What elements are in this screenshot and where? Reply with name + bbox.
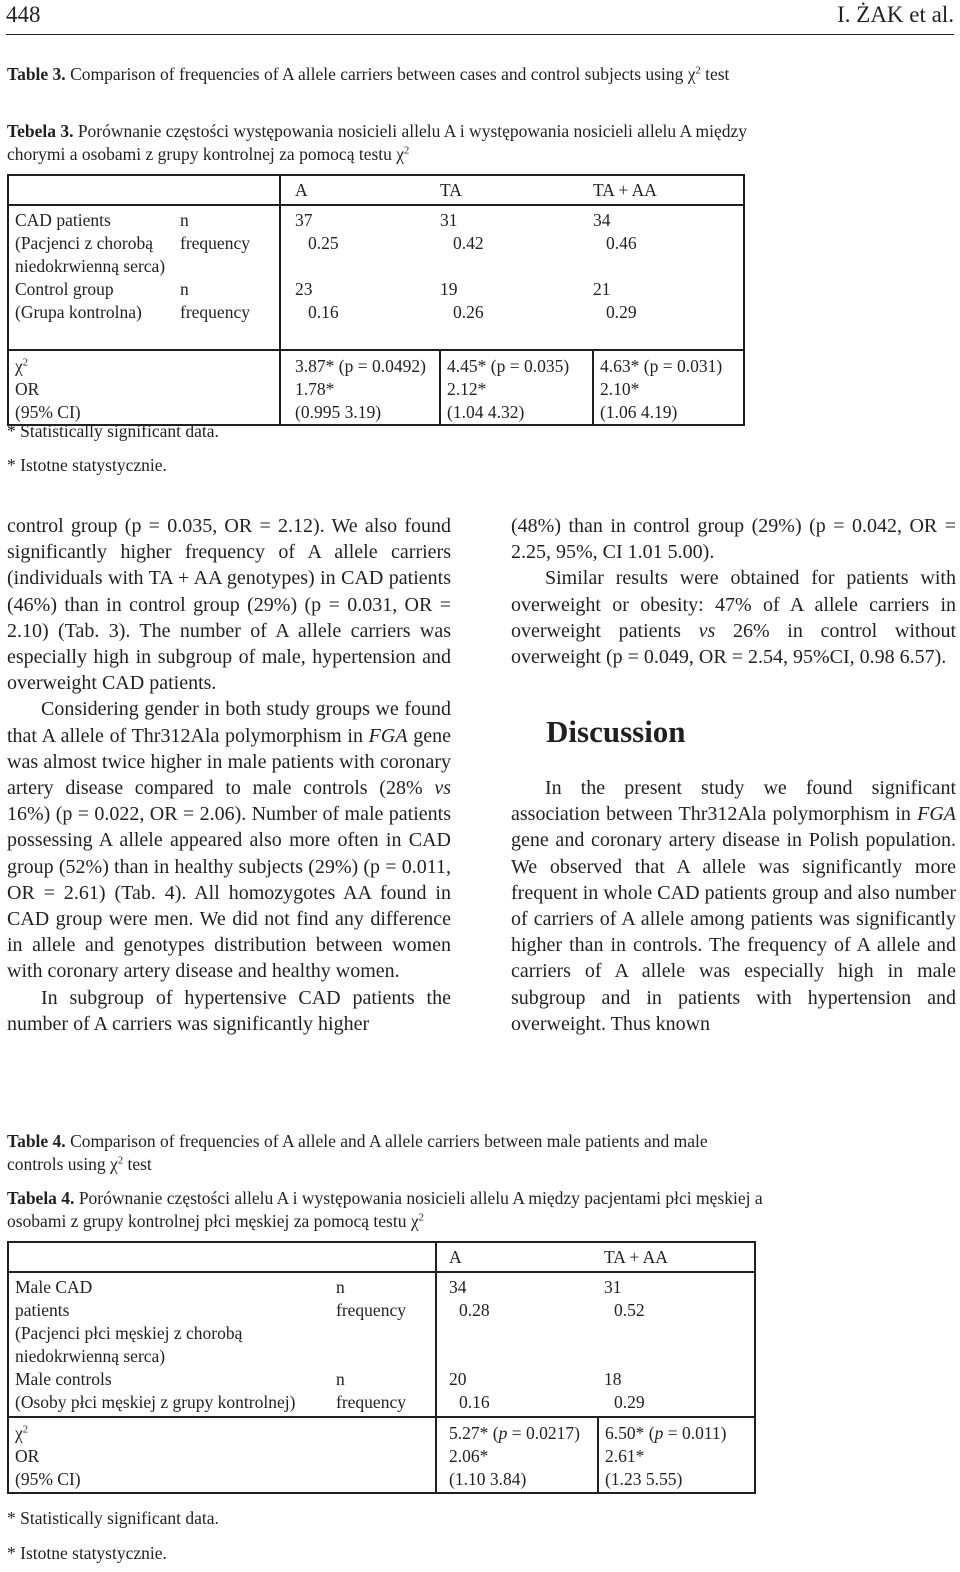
table3-control-taaa-freq: 0.29 <box>606 302 637 322</box>
discussion-heading: Discussion <box>546 714 686 749</box>
table3-caption-pl-sup: 2 <box>404 145 410 157</box>
table3-col-ta <box>440 205 593 350</box>
header-rule <box>6 34 954 35</box>
table3-caption-en-sup: 2 <box>695 65 701 77</box>
table4-cad-a-n: 34 <box>449 1277 467 1297</box>
table4-a-chi: 5.27* (p = 0.0217) <box>449 1423 580 1443</box>
table4-taaa-or: 2.61* <box>605 1446 645 1466</box>
table3-cad-a-freq: 0.25 <box>308 233 339 253</box>
table4-group-labels <box>8 1272 330 1417</box>
table3-a-or: 1.78* <box>295 379 335 399</box>
right-p2-text-a: Similar results were obtained for patients with overweight or obesity: 47% of A allele carriers in overweight patients <box>511 567 956 642</box>
table3-taaa-ci: (1.06 4.19) <box>600 402 678 422</box>
table3-control-a-freq: 0.16 <box>308 302 339 322</box>
table4-caption-pl-text: Porównanie częstości allelu A i występowania nosicieli allelu A między pacjentami płci męskiej a osobami z grupy kontrolnej płci męskiej za pomocą testu χ <box>7 1188 763 1231</box>
running-header-authors: I. ŻAK et al. <box>837 2 954 27</box>
table4-header-a: A <box>449 1247 462 1267</box>
table4-caption-pl <box>7 1187 767 1233</box>
discussion-text-b: gene and coronary artery disease in Polish population. We observed that A allele was significantly more frequent in whole CAD patients group and also number of carriers of A allele among patients was significantly higher than in controls. The frequency of A allele and carriers of A allele was especially high in male subgroup and in patients with hypertension and overweight. Thus known <box>511 829 956 1035</box>
table4-note-pl: * Istotne statystycznie. <box>7 1543 167 1563</box>
table4-note-en: * Statistically significant data. <box>7 1508 219 1528</box>
left-p2-gene: FGA <box>368 724 408 747</box>
table3-row-control-label: Control group <box>15 279 114 299</box>
table4-ci-label: (95% CI) <box>15 1469 81 1489</box>
table3-caption-en <box>7 63 767 86</box>
table3-control-n-label: n <box>180 279 189 299</box>
table4-row-male-cad-label-2: patients <box>15 1300 70 1320</box>
right-p2-text-b: 26% in control without overweight (p = 0.049, OR = 2.54, 95%CI, 0.98 6.57). <box>511 619 957 669</box>
table4-row-male-cad-label-pl2: niedokrwienną serca) <box>15 1346 166 1366</box>
table3-header-taaa: TA + AA <box>593 180 657 200</box>
left-paragraph-2 <box>7 696 451 984</box>
table4-control-n-label: n <box>336 1369 345 1389</box>
table3-cad-ta-freq: 0.42 <box>453 233 484 253</box>
table4-cad-freq-label: frequency <box>336 1300 406 1320</box>
table3-cad-taaa-freq: 0.46 <box>606 233 637 253</box>
table3-label-en: Table 3. <box>7 64 66 84</box>
table4-label-pl: Tabela 4. <box>7 1188 75 1208</box>
table3-a-chi: 3.87* (p = 0.0492) <box>295 356 426 376</box>
table4-stats-labels: $\chi^2$ OR (95% CI) <box>8 1417 330 1493</box>
table3-stats-a <box>280 350 440 425</box>
left-paragraph-3: In subgroup of hypertensive CAD patients the number of A carriers was significantly higher <box>7 986 451 1035</box>
table4-control-taaa-freq: 0.29 <box>614 1392 645 1412</box>
table4-control-a-freq: 0.16 <box>459 1392 490 1412</box>
table3-chi-label: χ <box>15 356 23 376</box>
table4-caption-en-tail: test <box>123 1154 152 1174</box>
table4-col-taaa <box>598 1272 755 1417</box>
table4-measure-labels <box>330 1272 436 1417</box>
discussion-body <box>511 775 956 1037</box>
table4-stats-taaa <box>598 1417 755 1493</box>
table3-cad-a-n: 37 <box>295 210 313 230</box>
discussion-text-a: In the present study we found significant association between Thr312Ala polymorphism in <box>511 777 956 826</box>
table3-col-a <box>280 205 440 350</box>
table3-caption-en-text: Comparison of frequencies of A allele carriers between cases and control subjects using χ <box>70 64 696 84</box>
table4-caption-en <box>7 1130 747 1176</box>
body-right-column <box>511 513 956 670</box>
table4-chi-label: χ <box>15 1423 23 1443</box>
table3-row-control-label-pl: (Grupa kontrolna) <box>15 302 142 322</box>
table4-caption-en-text: Comparison of frequencies of A allele and A allele carriers between male patients and male controls using χ <box>7 1131 708 1174</box>
left-p2-vs: vs <box>434 777 451 800</box>
discussion-paragraph <box>511 775 956 1037</box>
table3-note-pl: * Istotne statystycznie. <box>7 455 167 475</box>
left-p2-text-a: Considering gender in both study groups we found that A allele of Thr312Ala polymorphism in <box>7 698 451 747</box>
table4-row-male-cad-label-pl1: (Pacjenci płci męskiej z chorobą <box>15 1323 243 1343</box>
table4 <box>7 1241 756 1494</box>
table3-header-a: A <box>295 180 308 200</box>
table4-stats-empty <box>330 1417 436 1493</box>
table4-row-male-control-label: Male controls <box>15 1369 112 1389</box>
table4-cad-n-label: n <box>336 1277 345 1297</box>
table3-ta-ci: (1.04 4.32) <box>447 402 525 422</box>
table3-stats-labels: $\chi^2$ OR (95% CI) <box>8 350 180 425</box>
table3-taaa-chi: 4.63* (p = 0.031) <box>600 356 723 376</box>
table3-header-empty <box>8 175 280 205</box>
left-p2-text-c: 16%) (p = 0.022, OR = 2.06). Number of male patients possessing A allele appeared also more often in CAD group (52%) than in healthy subjects (29%) (p = 0.011, OR = 2.61) (Tab. 4). All homozygotes AA found in CAD group were men. We did not find any difference in allele and genotypes distribution between women with coronary artery disease and healthy women. <box>7 803 451 983</box>
table4-a-ci: (1.10 3.84) <box>449 1469 527 1489</box>
table3-ci-label: (95% CI) <box>15 402 81 422</box>
table3-group-labels <box>8 205 180 350</box>
table4-caption-en-sup: 2 <box>117 1155 124 1167</box>
table3-col-taaa <box>593 205 744 350</box>
table4-control-freq-label: frequency <box>336 1392 406 1412</box>
table3-or-label: OR <box>15 379 40 399</box>
table3-note-en: * Statistically significant data. <box>7 421 219 441</box>
table4-cad-a-freq: 0.28 <box>459 1300 490 1320</box>
right-paragraph-1: (48%) than in control group (29%) (p = 0.042, OR = 2.25, 95%, CI 1.01 5.00). <box>511 515 956 564</box>
table3-control-ta-freq: 0.26 <box>453 302 484 322</box>
table3-stats-taaa <box>593 350 744 425</box>
table4-stats-a <box>436 1417 598 1493</box>
table3 <box>7 174 745 426</box>
table3-a-ci: (0.995 3.19) <box>295 402 382 422</box>
table3-cad-freq-label: frequency <box>180 233 250 253</box>
table3-row-cad-label: CAD patients <box>15 210 111 230</box>
table4-caption-pl-sup: 2 <box>418 1212 424 1224</box>
table3-cad-ta-n: 31 <box>440 210 458 230</box>
table3-cad-taaa-n: 34 <box>593 210 611 230</box>
left-paragraph-1: control group (p = 0.035, OR = 2.12). We also found significantly higher frequency of A allele carriers (individuals with TA + AA genotypes) in CAD patients (46%) than in control group (29%) (p = 0.031, OR = 2.10) (Tab. 3). The number of A allele carriers was especially high in subgroup of male, hypertension and overweight CAD patients. <box>7 515 451 695</box>
table3-caption-pl-text: Porównanie częstości występowania nosicieli allelu A i występowania nosicieli allelu A między chorymi a osobami z grupy kontrolnej za pomocą testu χ <box>7 121 748 164</box>
table3-measure-labels <box>180 205 280 350</box>
table3-caption-pl <box>7 120 807 166</box>
right-paragraph-2 <box>511 565 956 670</box>
table3-control-taaa-n: 21 <box>593 279 611 299</box>
page-number: 448 <box>6 2 41 27</box>
table4-cad-taaa-n: 31 <box>604 1277 622 1297</box>
table3-row-cad-label-pl1: (Pacjenci z chorobą <box>15 233 153 253</box>
table4-control-a-n: 20 <box>449 1369 467 1389</box>
table3-cad-n-label: n <box>180 210 189 230</box>
table3-caption-en-tail: test <box>700 64 730 84</box>
table4-taaa-chi: 6.50* (p = 0.011) <box>605 1423 727 1443</box>
table3-ta-chi: 4.45* (p = 0.035) <box>447 356 570 376</box>
table3-row-cad-label-pl2: niedokrwienną serca) <box>15 256 166 276</box>
table4-taaa-ci: (1.23 5.55) <box>605 1469 683 1489</box>
discussion-gene: FGA <box>917 803 956 826</box>
table3-stats-ta <box>440 350 593 425</box>
table3-control-freq-label: frequency <box>180 302 250 322</box>
table4-header-taaa: TA + AA <box>604 1247 668 1267</box>
right-p2-vs: vs <box>698 619 716 642</box>
table3-control-a-n: 23 <box>295 279 313 299</box>
table3-ta-or: 2.12* <box>447 379 487 399</box>
table4-a-or: 2.06* <box>449 1446 489 1466</box>
table3-taaa-or: 2.10* <box>600 379 640 399</box>
body-left-column <box>7 513 451 1037</box>
left-p2-text-b: gene was almost twice higher in male patients with coronary artery disease compared to male controls (28% <box>7 724 451 800</box>
table4-row-male-cad-label: Male CAD <box>15 1277 93 1297</box>
table4-or-label: OR <box>15 1446 40 1466</box>
table4-control-taaa-n: 18 <box>604 1369 622 1389</box>
table4-col-a <box>436 1272 598 1417</box>
table4-label-en: Table 4. <box>7 1131 66 1151</box>
table4-row-male-control-label-pl: (Osoby płci męskiej z grupy kontrolnej) <box>15 1392 296 1412</box>
table3-header-ta: TA <box>440 180 462 200</box>
table4-cad-taaa-freq: 0.52 <box>614 1300 645 1320</box>
table3-stats-empty <box>180 350 280 425</box>
table3-label-pl: Tebela 3. <box>7 121 74 141</box>
table4-header-empty <box>8 1242 436 1272</box>
table3-control-ta-n: 19 <box>440 279 458 299</box>
